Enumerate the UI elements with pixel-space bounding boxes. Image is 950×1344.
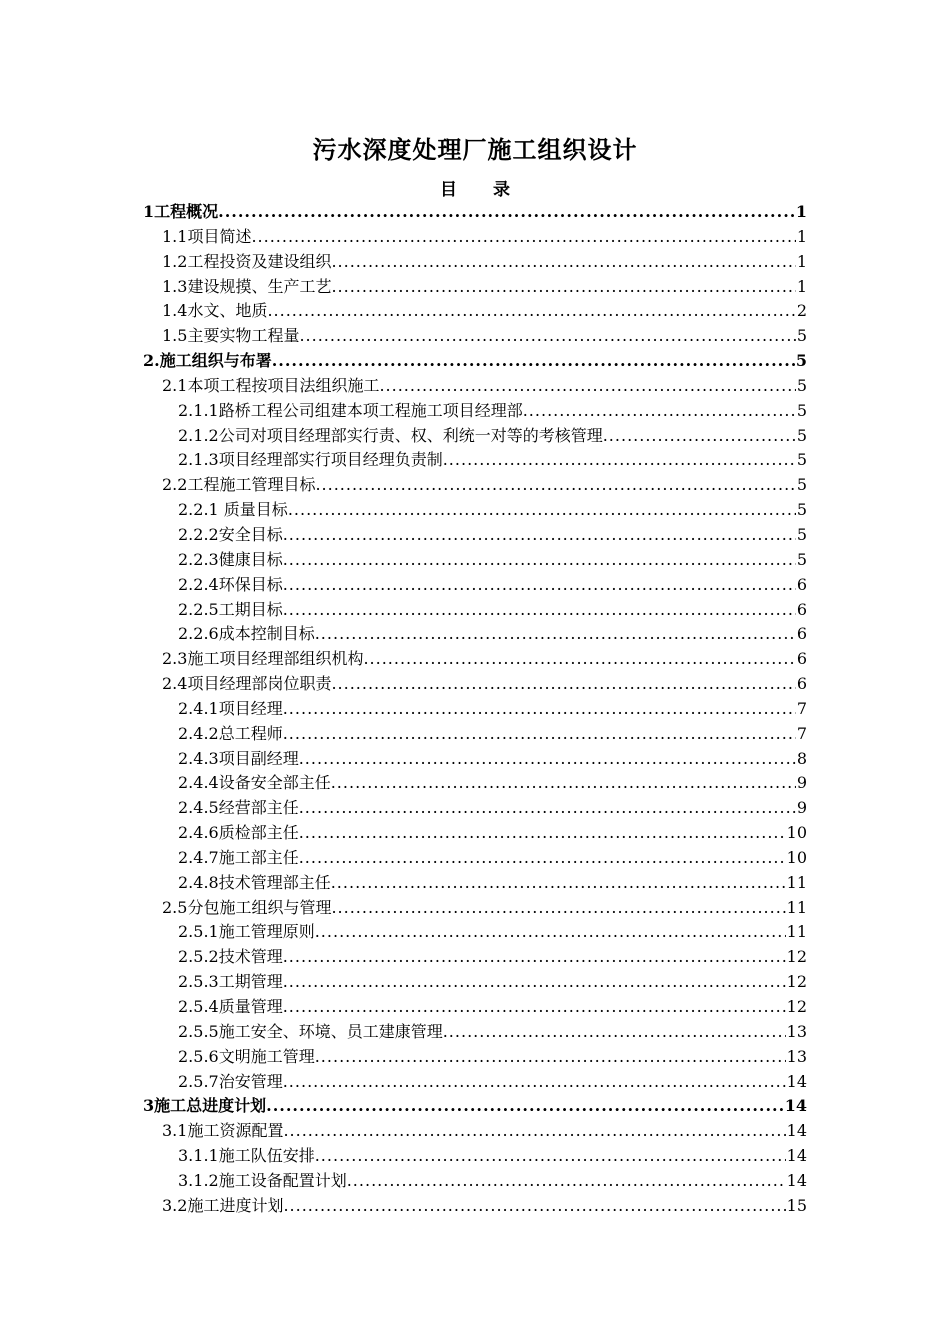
toc-entry-page: 5 [796,425,807,445]
toc-entry-label: 2.4.8技术管理部主任 [178,872,331,892]
toc-entry[interactable] [143,871,807,896]
toc-dot-leader [331,275,795,300]
toc-dot-leader [283,945,786,970]
toc-entry[interactable] [143,722,807,747]
toc-entry-page: 5 [796,500,807,520]
toc-dot-leader [315,1144,786,1169]
toc-dot-leader [331,896,785,921]
toc-dot-leader [283,722,796,747]
toc-entry[interactable] [143,225,807,250]
toc-entry[interactable] [143,945,807,970]
toc-entry-label: 1.4水文、地质 [162,301,268,321]
toc-entry-label: 2.4.3项目副经理 [178,748,299,768]
toc-entry-label: 2.2.5工期目标 [178,599,283,619]
toc-entry[interactable] [143,1094,807,1119]
toc-entry-page: 7 [796,698,807,718]
toc-entry-label: 1.2工程投资及建设组织 [162,251,332,271]
toc-entry-label: 2.1.2公司对项目经理部实行责、权、利统一对等的考核管理 [178,425,603,445]
toc-entry-label: 2.4.2总工程师 [178,723,283,743]
toc-entry-page: 14 [784,1096,807,1116]
toc-entry-page: 14 [786,1121,807,1141]
toc-entry-label: 2.5.5施工安全、环境、员工建康管理 [178,1021,443,1041]
toc-entry[interactable] [143,598,807,623]
toc-entry-page: 5 [796,475,807,495]
toc-entry[interactable] [143,896,807,921]
toc-entry[interactable] [143,821,807,846]
toc-entry-label: 2.1.3项目经理部实行项目经理负责制 [178,450,443,470]
toc-entry-page: 7 [796,723,807,743]
toc-entry-label: 2.4.5经营部主任 [178,798,299,818]
toc-dot-leader [283,523,796,548]
toc-dot-leader [315,920,786,945]
toc-entry-label: 2.5.6文明施工管理 [178,1046,315,1066]
toc-entry[interactable] [143,349,807,374]
toc-dot-leader [283,1194,785,1219]
toc-dot-leader [315,473,795,498]
toc-entry-page: 13 [786,1021,807,1041]
toc-entry[interactable] [143,523,807,548]
toc-entry-label: 1.5主要实物工程量 [162,326,300,346]
toc-dot-leader [299,796,796,821]
toc-dot-leader [283,697,796,722]
toc-entry-label: 2.5.3工期管理 [178,972,283,992]
toc-dot-leader [315,622,796,647]
toc-dot-leader [283,1119,785,1144]
toc-entry[interactable] [143,1045,807,1070]
toc-dot-leader [299,846,786,871]
toc-entry[interactable] [143,1194,807,1219]
toc-entry[interactable] [143,995,807,1020]
toc-entry[interactable] [143,796,807,821]
toc-entry-page: 8 [796,748,807,768]
toc-entry-label: 2.4.1项目经理 [178,698,283,718]
toc-dot-leader [299,747,796,772]
toc-dot-leader [267,299,795,324]
toc-dot-leader [331,771,796,796]
toc-entry-page: 5 [796,450,807,470]
toc-entry[interactable] [143,846,807,871]
toc-entry-page: 5 [796,524,807,544]
toc-entry-page: 10 [786,823,807,843]
toc-entry-page: 5 [796,549,807,569]
toc-entry-label: 1.1项目简述 [162,226,252,246]
toc-entry[interactable] [143,1144,807,1169]
toc-entry-page: 6 [796,599,807,619]
toc-entry[interactable] [143,1020,807,1045]
toc-entry-page: 1 [795,202,807,221]
toc-entry-page: 1 [796,251,807,271]
toc-entry[interactable] [143,200,807,225]
toc-entry-page: 5 [796,326,807,346]
toc-entry-page: 6 [796,649,807,669]
document-title: 污水深度处理厂施工组织设计 [312,135,638,164]
toc-entry-label: 2.5.4质量管理 [178,997,283,1016]
toc-dot-leader [299,821,786,846]
toc-dot-leader [331,250,795,275]
toc-entry[interactable] [143,1169,807,1194]
toc-entry-label: 3.1施工资源配置 [162,1121,284,1141]
toc-entry-page: 5 [796,400,807,420]
toc-dot-leader [266,1094,784,1119]
toc-dot-leader [251,225,795,250]
toc-entry-label: 2.2.6成本控制目标 [178,624,315,644]
toc-entry-page: 14 [786,1146,807,1166]
toc-dot-leader [283,598,796,623]
toc-dot-leader [331,672,795,697]
toc-entry-label: 2.1本项工程按项目法组织施工 [162,375,380,395]
toc-dot-leader [218,200,795,225]
toc-entry-page: 11 [786,897,807,917]
toc-dot-leader [315,1045,786,1070]
toc-entry[interactable] [143,299,807,324]
toc-entry-label: 1工程概况 [143,202,219,221]
toc-entry-page: 2 [796,301,807,321]
toc-entry[interactable] [143,1070,807,1095]
toc-dot-leader [283,995,786,1020]
toc-dot-leader [347,1169,786,1194]
toc-dot-leader [443,448,796,473]
toc-entry-label: 2.5分包施工组织与管理 [162,897,332,917]
toc-entry-label: 2.4项目经理部岗位职责 [162,674,332,694]
toc-entry[interactable] [143,473,807,498]
toc-entry-label: 2.2.2安全目标 [178,524,283,544]
toc-dot-leader [379,374,795,399]
toc-entry[interactable] [143,622,807,647]
toc-entry-page: 11 [786,922,807,942]
toc-dot-leader [283,1070,786,1095]
toc-dot-leader [272,349,795,374]
toc-heading: 目 录 [440,180,510,200]
toc-entry-label: 2.2工程施工管理目标 [162,475,316,495]
toc-dot-leader [331,871,786,896]
toc-entry[interactable] [143,647,807,672]
toc-entry-label: 3施工总进度计划 [143,1096,267,1116]
toc-entry[interactable] [143,697,807,722]
toc-entry[interactable] [143,448,807,473]
toc-entry-page: 12 [786,972,807,992]
toc-entry[interactable] [143,374,807,399]
toc-entry-page: 1 [796,226,807,246]
toc-entry-label: 2.1.1路桥工程公司组建本项工程施工项目经理部 [178,400,523,420]
toc-entry-label: 1.3建设规摸、生产工艺 [162,276,332,296]
toc-entry-label: 2.4.7施工部主任 [178,847,299,867]
toc-entry-page: 10 [786,847,807,867]
toc-entry[interactable] [143,920,807,945]
toc-dot-leader [603,424,796,449]
toc-entry[interactable] [143,498,807,523]
toc-entry-page: 9 [796,773,807,793]
toc-entry-label: 2.2.3健康目标 [178,549,283,569]
toc-dot-leader [288,498,796,523]
toc-entry-label: 3.1.1施工队伍安排 [178,1146,315,1166]
toc-entry-page: 6 [796,624,807,644]
table-of-contents [143,200,807,1219]
toc-entry-page: 5 [795,351,807,371]
toc-entry-label: 3.2施工进度计划 [162,1195,284,1215]
toc-entry-label: 2.5.2技术管理 [178,947,283,967]
toc-entry-page: 14 [786,1170,807,1190]
toc-entry-page: 11 [786,872,807,892]
toc-entry[interactable] [143,548,807,573]
toc-entry[interactable] [143,399,807,424]
toc-entry-page: 12 [786,997,807,1016]
toc-entry-label: 2.2.4环保目标 [178,574,283,594]
toc-entry[interactable] [143,324,807,349]
toc-entry[interactable] [143,250,807,275]
toc-dot-leader [363,647,795,672]
toc-entry-label: 2.2.1 质量目标 [178,500,288,520]
toc-entry-page: 6 [796,574,807,594]
toc-entry[interactable] [143,672,807,697]
toc-entry[interactable] [143,771,807,796]
toc-entry-page: 13 [786,1046,807,1066]
toc-entry[interactable] [143,424,807,449]
toc-entry[interactable] [143,573,807,598]
toc-dot-leader [299,324,795,349]
toc-entry[interactable] [143,1119,807,1144]
toc-entry-label: 3.1.2施工设备配置计划 [178,1170,347,1190]
toc-entry-page: 12 [786,947,807,967]
toc-dot-leader [283,548,796,573]
toc-dot-leader [443,1020,786,1045]
toc-entry-label: 2.5.1施工管理原则 [178,922,315,942]
toc-entry-page: 9 [796,798,807,818]
toc-entry-label: 2.4.6质检部主任 [178,823,299,843]
toc-entry-label: 2.4.4设备安全部主任 [178,773,331,793]
toc-entry-label: 2.施工组织与布署 [143,351,272,371]
toc-dot-leader [523,399,796,424]
toc-entry[interactable] [143,747,807,772]
toc-dot-leader [283,970,786,995]
toc-entry[interactable] [143,970,807,995]
toc-dot-leader [283,573,796,598]
toc-entry[interactable] [143,275,807,300]
toc-entry-page: 1 [796,276,807,296]
toc-entry-label: 2.3施工项目经理部组织机构 [162,649,364,669]
toc-entry-page: 5 [796,375,807,395]
toc-entry-page: 14 [786,1071,807,1091]
toc-entry-page: 15 [786,1195,807,1215]
toc-entry-label: 2.5.7治安管理 [178,1071,283,1091]
toc-entry-page: 6 [796,674,807,694]
